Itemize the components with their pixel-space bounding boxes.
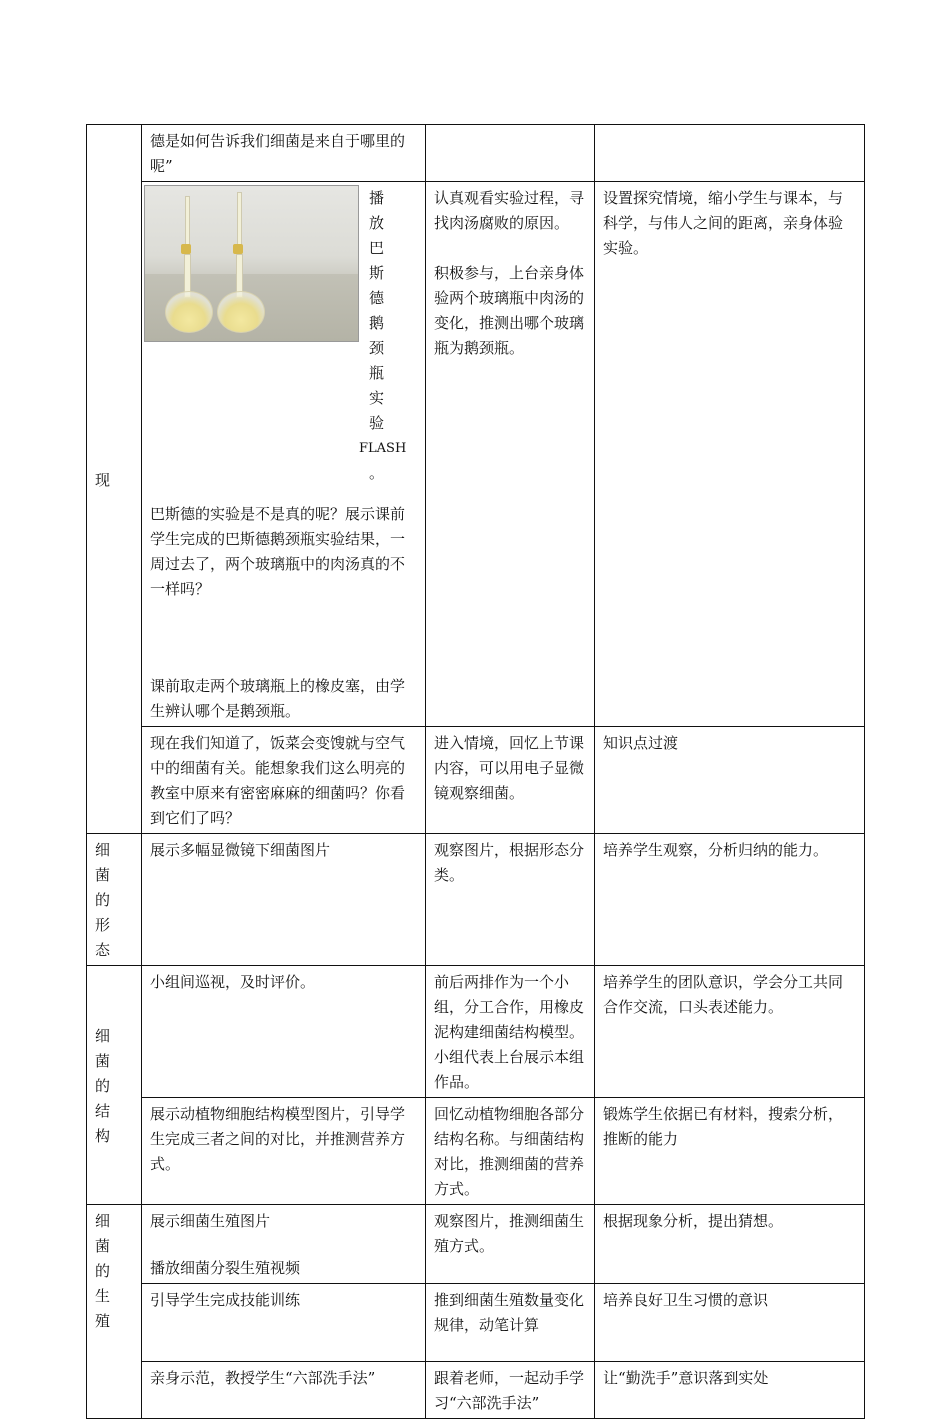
teacher-text: 亲身示范，教授学生“六部洗手法”: [150, 1369, 376, 1387]
table-row: [87, 1362, 865, 1419]
teacher-cell: [142, 834, 426, 966]
purpose-text: 锻炼学生依据已有材料，搜索分析，推断的能力: [603, 1105, 844, 1148]
student-cell: [426, 1362, 595, 1419]
student-cell: [426, 125, 595, 182]
purpose-text: 让“勤洗手”意识落到实处: [603, 1369, 769, 1387]
table-row: [87, 834, 865, 966]
student-text: 观察图片，根据形态分类。: [434, 841, 585, 884]
teacher-text: 小组间巡视，及时评价。: [150, 973, 316, 991]
student-text: 前后两排作为一个小组，分工合作，用橡皮泥构建细菌结构模型。小组代表上台展示本组作品。: [434, 973, 585, 1091]
teacher-cell: [142, 125, 426, 182]
teacher-cell: [142, 727, 426, 834]
student-text: 进入情境，回忆上节课内容，可以用电子显微镜观察细菌。: [434, 734, 585, 802]
purpose-cell: [595, 1362, 865, 1419]
stage-label: 现: [95, 470, 119, 489]
purpose-cell: [595, 1205, 865, 1284]
student-text: 积极参与，上台亲身体验两个玻璃瓶中肉汤的变化，推测出哪个玻璃瓶为鹅颈瓶。: [434, 264, 585, 357]
purpose-text: 设置探究情境，缩小学生与课本，与科学，与伟人之间的距离，亲身体验实验。: [603, 189, 844, 257]
student-text: 观察图片，推测细菌生殖方式。: [434, 1212, 585, 1255]
purpose-cell: [595, 727, 865, 834]
table-row: [87, 727, 865, 834]
purpose-text: 知识点过渡: [603, 734, 679, 752]
stage-cell: [87, 966, 142, 1205]
teacher-cell: [142, 182, 426, 727]
table-row: [87, 1098, 865, 1205]
purpose-cell: [595, 1098, 865, 1205]
student-cell: [426, 966, 595, 1098]
table-row: [87, 966, 865, 1098]
stage-cell: [87, 1205, 142, 1419]
purpose-text: 根据现象分析，提出猜想。: [603, 1212, 784, 1230]
lesson-plan-table: [86, 124, 865, 1419]
purpose-text: 培养学生观察，分析归纳的能力。: [603, 841, 829, 859]
purpose-cell: [595, 966, 865, 1098]
table-row: [87, 125, 865, 182]
teacher-text: 展示动植物细胞结构模型图片，引导学生完成三者之间的对比，并推测营养方式。: [150, 1105, 406, 1173]
stage-label: 细菌的生殖: [95, 1212, 119, 1330]
teacher-text: 课前取走两个玻璃瓶上的橡皮塞，由学生辨认哪个是鹅颈瓶。: [150, 677, 406, 720]
stage-label: 细菌的结构: [95, 1026, 119, 1145]
teacher-text: 展示细菌生殖图片: [150, 1212, 271, 1230]
purpose-cell: [595, 125, 865, 182]
teacher-cell: [142, 1362, 426, 1419]
teacher-text: 巴斯德的实验是不是真的呢？展示课前学生完成的巴斯德鹅颈瓶实验结果，一周过去了，两个玻璃瓶中的肉汤真的不一样吗？: [150, 505, 406, 598]
purpose-text: 培养学生的团队意识，学会分工共同合作交流，口头表述能力。: [603, 973, 844, 1016]
student-cell: [426, 727, 595, 834]
purpose-cell: [595, 1284, 865, 1362]
purpose-text: 培养良好卫生习惯的意识: [603, 1291, 769, 1309]
student-text: 认真观看实验过程，寻找肉汤腐败的原因。: [434, 189, 585, 232]
teacher-text: 引导学生完成技能训练: [150, 1291, 301, 1309]
stage-cell: [87, 834, 142, 966]
teacher-text: 播放细菌分裂生殖视频: [150, 1259, 301, 1277]
student-text: 推到细菌生殖数量变化规律，动笔计算: [434, 1291, 585, 1334]
flash-block: [150, 186, 417, 486]
student-text: 跟着老师，一起动手学习“六部洗手法”: [434, 1369, 585, 1412]
teacher-cell: [142, 1098, 426, 1205]
teacher-cell: [142, 1284, 426, 1362]
table-row: [87, 1205, 865, 1284]
stage-label: 细菌的形态: [95, 841, 119, 959]
student-cell: [426, 1098, 595, 1205]
teacher-cell: [142, 1205, 426, 1284]
student-text: 回忆动植物细胞各部分结构名称。与细菌结构对比，推测细菌的营养方式。: [434, 1105, 585, 1198]
teacher-text: 展示多幅显微镜下细菌图片: [150, 841, 331, 859]
flask-experiment-image: [144, 185, 359, 342]
student-cell: [426, 1284, 595, 1362]
purpose-cell: [595, 834, 865, 966]
table-row: [87, 1284, 865, 1362]
table-row: [87, 182, 865, 727]
flash-caption: 播 放 巴 斯 德 鹅 颈 瓶 实 验 FLASH 。: [359, 189, 407, 482]
student-cell: [426, 182, 595, 727]
teacher-text: 现在我们知道了，饭菜会变馊就与空气中的细菌有关。能想象我们这么明亮的教室中原来有密密麻麻的细菌吗？你看到它们了吗？: [150, 734, 406, 827]
student-cell: [426, 834, 595, 966]
purpose-cell: [595, 182, 865, 727]
student-cell: [426, 1205, 595, 1284]
teacher-cell: [142, 966, 426, 1098]
teacher-text: 德是如何告诉我们细菌是来自于哪里的呢”: [150, 132, 406, 175]
stage-cell: [87, 125, 142, 834]
